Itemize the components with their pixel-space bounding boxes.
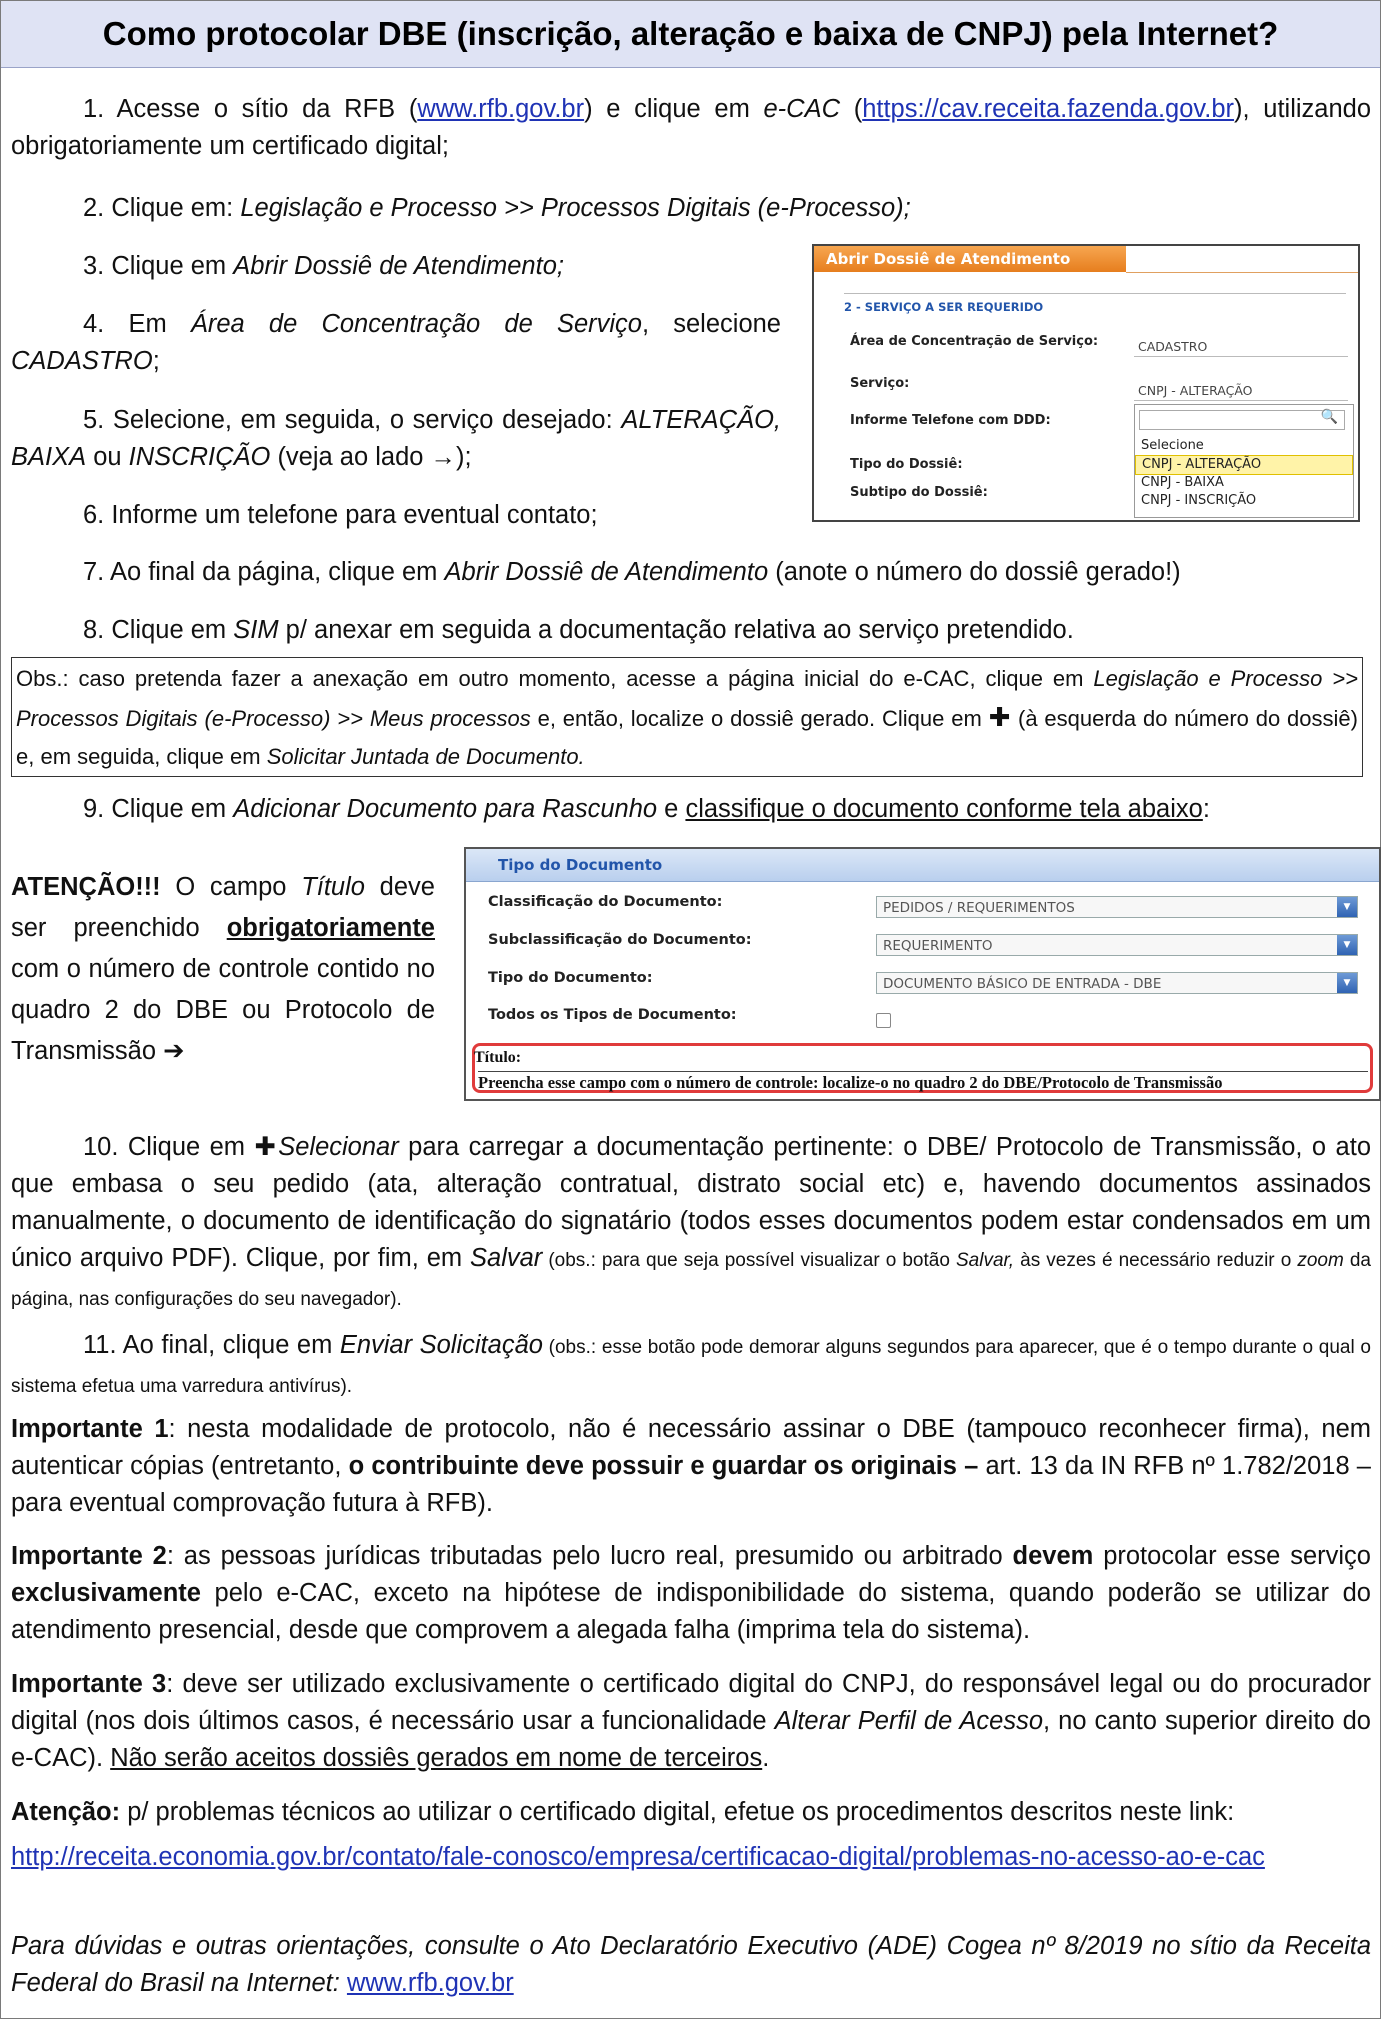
step-1-text: 1. Acesse o sítio da RFB ( bbox=[83, 95, 418, 123]
obs-action: Solicitar Juntada de Documento. bbox=[266, 744, 585, 769]
step-7 bbox=[83, 554, 1373, 591]
step-9-text: 9. Clique em bbox=[83, 795, 234, 823]
todos-tipos-checkbox[interactable] bbox=[876, 1013, 891, 1028]
area-value[interactable]: CADASTRO bbox=[1134, 338, 1348, 357]
important-2-devem: devem bbox=[1012, 1542, 1094, 1570]
attention-link-note bbox=[11, 1794, 1371, 1831]
attention-label: ATENÇÃO!!! bbox=[11, 873, 161, 901]
subclassificacao-select[interactable] bbox=[876, 934, 1358, 956]
step-9-text-b: e bbox=[657, 795, 686, 823]
dossie-header: Abrir Dossiê de Atendimento bbox=[814, 246, 1126, 272]
step-3-action: Abrir Dossiê de Atendimento; bbox=[233, 252, 564, 280]
section-divider bbox=[844, 293, 1346, 294]
attention-text: O campo bbox=[160, 873, 302, 901]
servico-label: Serviço: bbox=[850, 376, 910, 391]
plus-icon: ✚ bbox=[254, 1133, 279, 1161]
step-2-path: Legislação e Processo >> Processos Digitais (e-Processo); bbox=[240, 194, 911, 222]
step-5-text-c: (veja ao lado →); bbox=[270, 443, 472, 471]
attention-text-b: deve ser preenchido bbox=[11, 873, 435, 942]
important-2-text-c: pelo e-CAC, exceto na hipótese de indisponibilidade do sistema, quando poderão se utilizar do atendimento presencial, desde que comprovem a alegada falha (imprima tela do sistema). bbox=[11, 1579, 1371, 1644]
important-3-feature: Alterar Perfil de Acesso bbox=[774, 1707, 1044, 1735]
attention-link-label: Atenção: bbox=[11, 1798, 121, 1826]
step-5-text-b: ou bbox=[86, 443, 129, 471]
important-3-warning: Não serão aceitos dossiês gerados em nome de terceiros bbox=[110, 1744, 763, 1772]
step-11-note: (obs.: esse botão pode demorar alguns segundos para aparecer, que é o tempo durante o qual o sistema efetua uma varredura antivírus). bbox=[11, 1337, 1371, 1397]
classificacao-select[interactable] bbox=[876, 896, 1358, 918]
ecac-link[interactable]: https://cav.receita.fazenda.gov.br bbox=[862, 95, 1235, 123]
step-4-text-b: , selecione bbox=[641, 310, 781, 338]
search-icon: 🔍 bbox=[1320, 409, 1338, 425]
step-1-text-b: ) e clique em bbox=[584, 95, 764, 123]
final-note bbox=[11, 1928, 1371, 2002]
important-1-emphasis: o contribuinte deve possuir e guardar os originais – bbox=[348, 1452, 979, 1480]
step-1-text-d: ), utilizando obrigatoriamente um certificado digital; bbox=[11, 95, 1372, 160]
arrow-right-icon: ➔ bbox=[163, 1037, 185, 1065]
tipo-documento-value: DOCUMENTO BÁSICO DE ENTRADA - DBE bbox=[883, 976, 1162, 992]
classificacao-label: Classificação do Documento: bbox=[488, 894, 723, 910]
step-8 bbox=[83, 612, 1373, 649]
dropdown-option[interactable]: CNPJ - INSCRIÇÃO bbox=[1141, 493, 1257, 508]
dropdown-option[interactable]: Selecione bbox=[1141, 438, 1204, 453]
chevron-down-icon: ▼ bbox=[1337, 897, 1357, 917]
important-2-text: : as pessoas jurídicas tributadas pelo lucro real, presumido ou arbitrado bbox=[166, 1542, 1013, 1570]
tipo-documento-header: Tipo do Documento bbox=[466, 849, 1379, 882]
dropdown-search-input[interactable] bbox=[1139, 410, 1345, 430]
step-10-note-b: às vezes é necessário reduzir o bbox=[1014, 1250, 1298, 1271]
obs-path: Legislação e Processo >> Processos Digitais (e-Processo) >> Meus processos bbox=[16, 666, 1358, 731]
step-4-text: 4. Em bbox=[83, 310, 191, 338]
attention-link-text: p/ problemas técnicos ao utilizar o certificado digital, efetue os procedimentos descritos neste link: bbox=[120, 1798, 1235, 1826]
step-10-note-save: Salvar, bbox=[955, 1250, 1015, 1271]
important-3-period: . bbox=[762, 1744, 770, 1772]
step-6: 6. Informe um telefone para eventual contato; bbox=[83, 501, 598, 529]
step-4 bbox=[11, 306, 781, 380]
important-2-exclusivamente: exclusivamente bbox=[11, 1579, 201, 1607]
tipo-documento-select[interactable] bbox=[876, 972, 1358, 994]
step-10-note: (obs.: para que seja possível visualizar o botão bbox=[542, 1250, 956, 1271]
step-9 bbox=[83, 791, 1373, 828]
important-1 bbox=[11, 1411, 1371, 1522]
observation-box bbox=[11, 657, 1363, 777]
tipo-dossie-label: Tipo do Dossiê: bbox=[850, 457, 963, 472]
chevron-down-icon: ▼ bbox=[1337, 973, 1357, 993]
step-5-option-inscricao: INSCRIÇÃO bbox=[128, 443, 271, 471]
servico-dropdown[interactable] bbox=[1134, 404, 1354, 518]
step-10-save: Salvar bbox=[470, 1244, 543, 1272]
step-8-text: 8. Clique em bbox=[83, 616, 234, 644]
important-1-label: Importante 1 bbox=[11, 1415, 169, 1443]
ecac-text: e-CAC bbox=[763, 95, 841, 123]
todos-tipos-label: Todos os Tipos de Documento: bbox=[488, 1007, 737, 1023]
step-1-text-c: ( bbox=[840, 95, 863, 123]
important-3 bbox=[11, 1666, 1371, 1777]
obs-text-c: (à esquerda do número do dossiê) e, em seguida, clique em bbox=[16, 706, 1358, 769]
step-11-send: Enviar Solicitação bbox=[339, 1331, 543, 1359]
important-2 bbox=[11, 1538, 1371, 1649]
step-1 bbox=[11, 91, 1371, 165]
important-3-text-b: , no canto superior direito do e-CAC). bbox=[11, 1707, 1371, 1772]
important-3-text: : deve ser utilizado exclusivamente o certificado digital do CNPJ, do responsável legal ou do procurador digital (nos dois últimos casos, é necessário usar a funcionalidade bbox=[11, 1670, 1371, 1735]
step-10-note-zoom: zoom bbox=[1297, 1250, 1344, 1271]
subclassificacao-label: Subclassificação do Documento: bbox=[488, 932, 752, 948]
attention-text-c: com o número de controle contido no quadro 2 do DBE ou Protocolo de Transmissão bbox=[11, 955, 435, 1065]
step-9-colon: : bbox=[1202, 795, 1210, 823]
step-10 bbox=[11, 1129, 1371, 1318]
step-5-text: 5. Selecione, em seguida, o serviço desejado: bbox=[83, 406, 622, 434]
important-2-label: Importante 2 bbox=[11, 1542, 167, 1570]
titulo-input[interactable]: Preencha esse campo com o número de controle: localize-o no quadro 2 do DBE/Protocolo de Transmissão bbox=[478, 1071, 1368, 1093]
certificate-help-link[interactable]: http://receita.economia.gov.br/contato/fale-conosco/empresa/certificacao-digital/problemas-no-acesso-ao-e-cac bbox=[11, 1843, 1265, 1871]
step-3-text: 3. Clique em bbox=[83, 252, 234, 280]
page-title: Como protocolar DBE (inscrição, alteração e baixa de CNPJ) pela Internet? bbox=[1, 1, 1380, 68]
step-4-field: Área de Concentração de Serviço bbox=[190, 310, 642, 338]
classificacao-value: PEDIDOS / REQUERIMENTOS bbox=[883, 900, 1075, 916]
attention-mandatory: obrigatoriamente bbox=[226, 914, 435, 942]
step-7-text: 7. Ao final da página, clique em bbox=[83, 558, 445, 586]
attention-field: Título bbox=[301, 873, 365, 901]
dossie-header-line bbox=[1126, 246, 1358, 273]
subtipo-dossie-label: Subtipo do Dossiê: bbox=[850, 485, 988, 500]
step-10-select: Selecionar bbox=[278, 1133, 399, 1161]
chevron-down-icon: ▼ bbox=[1337, 935, 1357, 955]
rfb-link-footer[interactable]: www.rfb.gov.br bbox=[346, 1969, 514, 1997]
obs-text-b: e, então, localize o dossiê gerado. Clique em bbox=[530, 706, 989, 731]
important-3-label: Importante 3 bbox=[11, 1670, 167, 1698]
dropdown-option-selected[interactable]: CNPJ - ALTERAÇÃO bbox=[1135, 455, 1353, 475]
dropdown-option[interactable]: CNPJ - BAIXA bbox=[1141, 475, 1224, 490]
step-11-text: 11. Ao final, clique em bbox=[83, 1331, 340, 1359]
step-11 bbox=[11, 1327, 1371, 1405]
step-7-action: Abrir Dossiê de Atendimento bbox=[444, 558, 769, 586]
servico-value[interactable]: CNPJ - ALTERAÇÃO bbox=[1134, 382, 1348, 401]
step-9-emphasis: classifique o documento conforme tela abaixo bbox=[685, 795, 1203, 823]
plus-icon: ✚ bbox=[988, 702, 1012, 732]
final-note-text: Para dúvidas e outras orientações, consulte o Ato Declaratório Executivo (ADE) Cogea nº 8/2019 no sítio da Receita Federal do Brasil na Internet: bbox=[11, 1932, 1371, 1997]
titulo-label: Título: bbox=[474, 1049, 522, 1066]
step-10-text: 10. Clique em bbox=[83, 1133, 255, 1161]
step-2 bbox=[83, 190, 1363, 227]
step-5-options: ALTERAÇÃO, BAIXA bbox=[11, 406, 781, 471]
step-4-value: CADASTRO bbox=[11, 347, 153, 375]
section-title: 2 - SERVIÇO A SER REQUERIDO bbox=[844, 300, 1047, 314]
area-label: Área de Concentração de Serviço: bbox=[850, 334, 1099, 349]
certificate-help-link-wrap bbox=[11, 1839, 1361, 1876]
step-10-text-b: para carregar a documentação pertinente: o DBE/ Protocolo de Transmissão, o ato que embasa o seu pedido (ata, alteração contratual, distrato social etc) e, havendo documentos assinados manualmente, o documento de identificação do signatário (todos esses documentos podem estar condensados em um único arquivo PDF). Clique, por fim, em bbox=[11, 1133, 1371, 1272]
step-8-text-b: p/ anexar em seguida a documentação relativa ao serviço pretendido. bbox=[278, 616, 1074, 644]
attention-note bbox=[11, 867, 435, 1072]
important-1-text: : nesta modalidade de protocolo, não é necessário assinar o DBE (tampouco reconhecer firma), nem autenticar cópias (entretanto, bbox=[11, 1415, 1371, 1480]
step-8-sim: SIM bbox=[233, 616, 279, 644]
step-2-text: 2. Clique em: bbox=[83, 194, 241, 222]
important-1-text-b: art. 13 da IN RFB nº 1.782/2018 – para eventual comprovação futura à RFB). bbox=[11, 1452, 1371, 1517]
subclassificacao-value: REQUERIMENTO bbox=[883, 938, 993, 954]
step-7-text-b: (anote o número do dossiê gerado!) bbox=[768, 558, 1181, 586]
telefone-label: Informe Telefone com DDD: bbox=[850, 413, 1051, 428]
step-3 bbox=[83, 248, 783, 285]
tipo-documento-screenshot bbox=[464, 847, 1381, 1101]
step-9-action: Adicionar Documento para Rascunho bbox=[233, 795, 658, 823]
step-5 bbox=[11, 402, 781, 476]
step-4-text-c: ; bbox=[152, 347, 160, 375]
rfb-link[interactable]: www.rfb.gov.br bbox=[417, 95, 585, 123]
step-10-note-c: da página, nas configurações do seu navegador). bbox=[11, 1250, 1371, 1310]
dossie-screenshot bbox=[812, 244, 1360, 522]
important-2-text-b: protocolar esse serviço bbox=[1093, 1542, 1371, 1570]
tipo-documento-label: Tipo do Documento: bbox=[488, 970, 653, 986]
obs-text: Obs.: caso pretenda fazer a anexação em outro momento, acesse a página inicial do e-CAC, clique em bbox=[16, 666, 1094, 691]
